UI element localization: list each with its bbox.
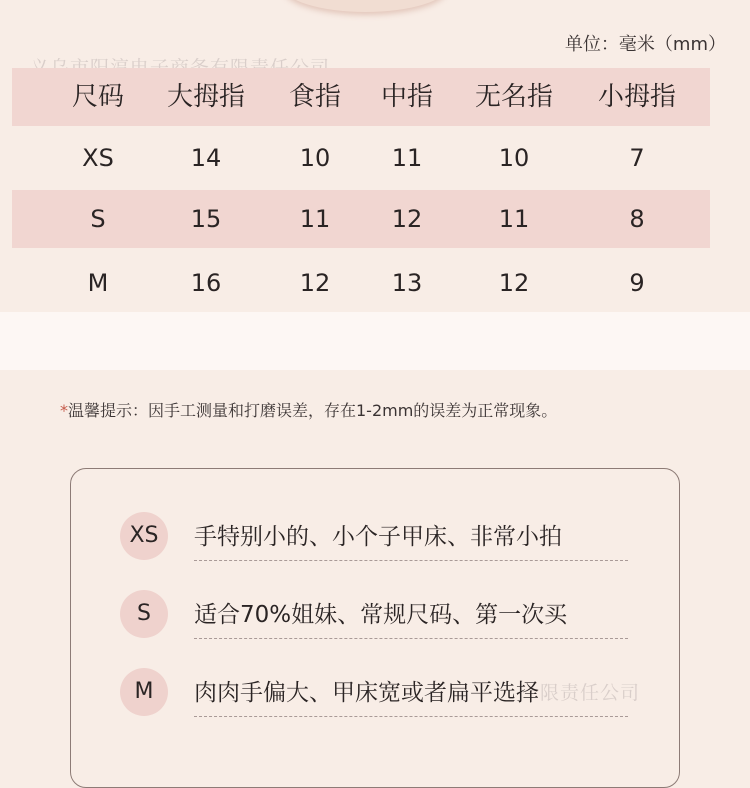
tip-star: * [60,401,68,420]
size-badge: M [120,668,168,716]
size-badge: S [120,590,168,638]
table-cell: 10 [299,144,331,172]
table-row [12,254,710,312]
guide-text: 肉肉手偏大、甲床宽或者扁平选择 [194,680,539,706]
guide-text: 手特别小的、小个子甲床、非常小拍 [194,524,562,550]
table-cell: M [87,269,109,297]
watermark: 限责任公司 [540,682,641,704]
table-cell: 8 [629,205,645,233]
size-table-header [12,68,710,126]
table-cell: 13 [391,269,423,297]
header-ring: 无名指 [474,82,554,112]
header-middle: 中指 [380,82,434,112]
table-cell: 12 [391,205,423,233]
table-row [12,190,710,248]
header-index: 食指 [288,82,342,112]
table-cell: 14 [190,144,222,172]
guide-item-s [120,590,630,648]
size-badge: XS [120,512,168,560]
table-cell: 12 [299,269,331,297]
table-cell: 12 [498,269,530,297]
header-pinky: 小拇指 [597,82,677,112]
table-cell: 9 [629,269,645,297]
decorative-nail-shape [283,0,448,12]
tip-note [60,398,557,421]
divider-band [0,312,750,370]
header-size: 尺码 [71,82,125,112]
table-cell: S [90,205,106,233]
table-cell: 7 [629,144,645,172]
header-thumb: 大拇指 [166,82,246,112]
table-cell: 11 [391,144,423,172]
dashed-divider [194,560,628,561]
table-cell: 10 [498,144,530,172]
guide-text: 适合70%姐妹、常规尺码、第一次买 [194,602,568,628]
table-row [12,129,710,187]
guide-item-xs [120,512,630,570]
unit-label: 单位：毫米（mm） [564,34,726,55]
tip-text: 温馨提示：因手工测量和打磨误差，存在1-2mm的误差为正常现象。 [68,401,558,420]
table-cell: XS [82,144,114,172]
table-cell: 15 [190,205,222,233]
table-cell: 11 [498,205,530,233]
table-cell: 16 [190,269,222,297]
table-cell: 11 [299,205,331,233]
dashed-divider [194,716,628,717]
dashed-divider [194,638,628,639]
